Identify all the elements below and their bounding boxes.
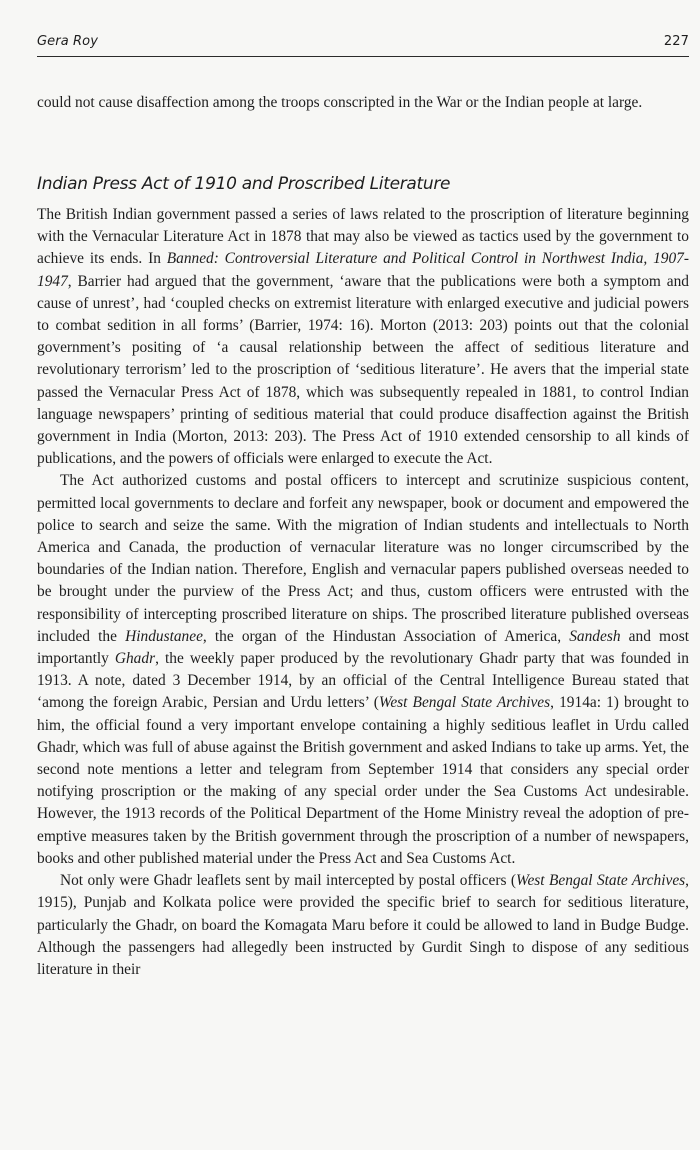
section-heading: Indian Press Act of 1910 and Proscribed Literature [37,174,451,194]
p1-italic-title: Banned: Controversial Literature and Political Control in Northwest India, 1907-1947 [37,250,689,290]
p1-text-b: , Barrier had argued that the government, ‘aware that the publications were both a symptom and cause of unrest’, had ‘coupled checks on extremist literature with enlarged executive and judicial powers to combat sedition in all forms’ (Barrier, 1974: 16). Morton (2013: 203) points out that the colonial government’s positing of ‘a causal relationship between the affect of seditious literature and revolutionary terrorism’ led to the proscription of ‘seditious literature’. He avers that the imperial state passed the Vernacular Press Act of 1878, which was subsequently repealed in 1881, to control Indian language newspapers’ printing of seditious material that could produce disaffection against the British government in India (Morton, 2013: 203). The Press Act of 1910 extended censorship to all kinds of publications, and the powers of officials were enlarged to execute the Act. [37,272,689,468]
p2-italic-2: Sandesh [569,627,621,645]
p2-italic-1: Hindustanee [125,627,203,645]
p1-text-a: The British Indian government passed a series of laws related to the proscription of literature beginning with the Vernacular Literature Act in 1878 that may also be viewed as tactics used by the government to achieve its ends. In [37,206,689,268]
p3-text-a: Not only were Ghadr leaflets sent by mail intercepted by postal officers ( [60,872,517,890]
running-head-author: Gera Roy [37,34,98,49]
p2-italic-3: Ghadr [114,650,156,668]
paragraph-2 [37,470,689,870]
p2-text-e: , 1914a: 1) brought to him, the official found a very important envelope containing a highly seditious leaflet in Urdu called Ghadr, which was full of abuse against the British government and asked Indians to take up arms. Yet, the second note mentions a letter and telegram from September 1914 that considers any special order notifying proscription or the making of any special order under the Sea Customs Act undesirable. However, the 1913 records of the Political Department of the Home Ministry reveal the adoption of pre-emptive measures taken by the British government through the proscription of a number of newspapers, books and other published material under the Press Act and Sea Customs Act. [37,694,689,867]
p3-text-b: , 1915), Punjab and Kolkata police were provided the specific brief to search for seditious literature, particularly the Ghadr, on board the Komagata Maru before it could be allowed to land in Budge Budge. Although the passengers had allegedly been instructed by Gurdit Singh to dispose of any seditious literature in their [37,872,689,978]
section-body [37,204,689,981]
p2-text-c: and most importantly [37,627,689,668]
p2-text-a: The Act authorized customs and postal officers to intercept and scrutinize suspicious content, permitted local governments to declare and forfeit any newspaper, book or document and empowered the police to search and seize the same. With the migration of Indian students and intellectuals to North America and Canada, the production of vernacular literature was no longer circumscribed by the boundaries of the Indian nation. Therefore, English and vernacular papers published overseas needed to be brought under the purview of the Press Act; and thus, custom officers were entrusted with the responsibility of intercepting proscribed literature on ships. The proscribed literature published overseas included the [37,472,689,645]
p2-italic-4: West Bengal State Archives [378,694,551,712]
page-number: 227 [663,34,689,49]
p2-text-b: , the organ of the Hindustan Association of America, [202,627,570,645]
paragraph-1 [37,204,689,470]
p2-text-d: , the weekly paper produced by the revolutionary Ghadr party that was founded in 1913. A note, dated 3 December 1914, by an official of the Central Intelligence Bureau stated that ‘among the foreign Arabic, Persian and Urdu letters’ ( [37,650,689,712]
carryover-text [37,92,689,114]
carryover-paragraph: could not cause disaffection among the troops conscripted in the War or the Indian people at large. [37,94,643,111]
paragraph-3 [37,870,689,981]
running-head [37,34,689,49]
header-rule [37,56,689,57]
p3-italic-1: West Bengal State Archives [516,872,686,890]
